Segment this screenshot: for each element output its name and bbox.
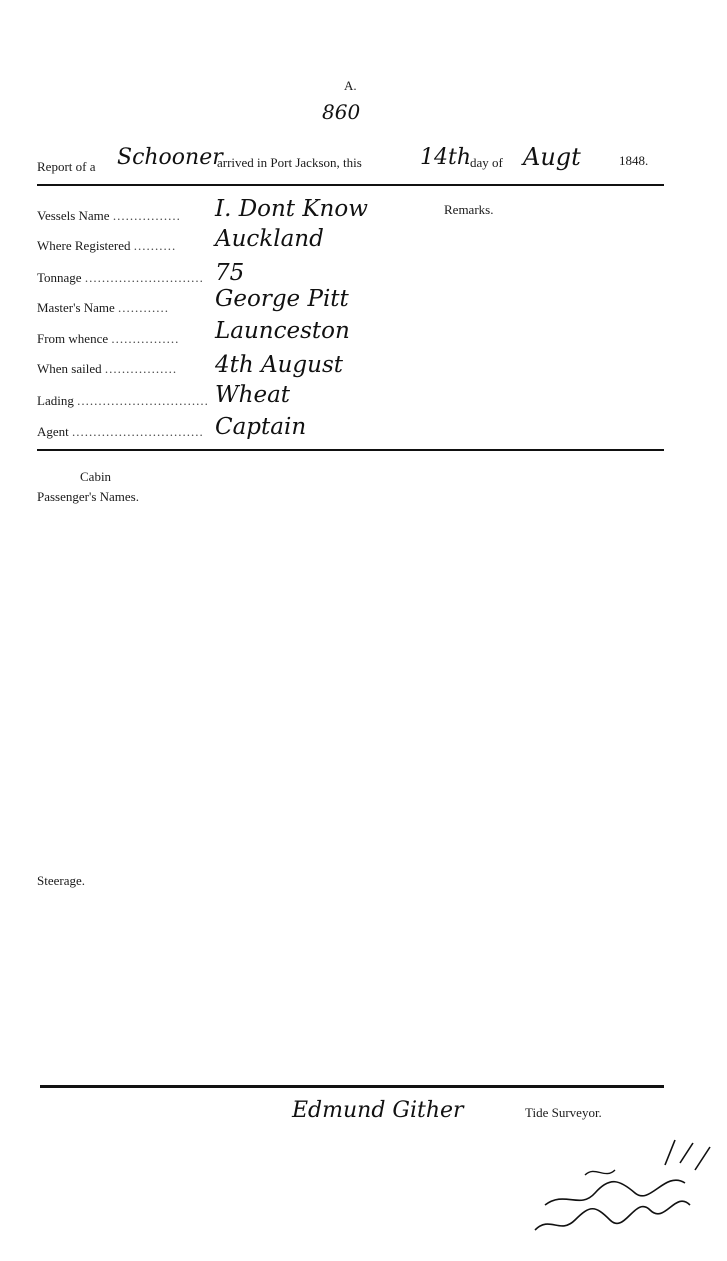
- field-label-tonnage: Tonnage ............................: [37, 270, 204, 285]
- field-label-where-registered: Where Registered ..........: [37, 238, 177, 253]
- footer-rule: [40, 1085, 664, 1088]
- tide-surveyor-label: Tide Surveyor.: [525, 1105, 602, 1120]
- field-label-vessels-name: Vessels Name ................: [37, 208, 181, 223]
- arrival-month: Augt: [523, 143, 581, 171]
- document-number: 860: [322, 100, 361, 124]
- surveyor-signature: Edmund Gither: [292, 1098, 464, 1123]
- field-label-agent: Agent ...............................: [37, 424, 204, 439]
- arrival-year: 1848.: [619, 153, 649, 168]
- report-line: [37, 143, 677, 175]
- form-letter: A.: [344, 78, 357, 93]
- rotated-annotation-scribble: [525, 1135, 720, 1250]
- cabin-heading: Cabin: [80, 469, 112, 484]
- report-prefix: Report of a: [37, 159, 96, 174]
- steerage-label: Steerage.: [37, 873, 86, 888]
- field-label-masters-name: Master's Name ............: [37, 300, 170, 315]
- field-value-tonnage: 75: [215, 260, 245, 286]
- field-value-lading: Wheat: [215, 382, 291, 408]
- field-value-vessels-name: I. Dont Know: [215, 196, 368, 222]
- field-label-lading: Lading ...............................: [37, 393, 209, 408]
- fields-bottom-rule: [37, 449, 664, 451]
- report-middle: arrived in Port Jackson, this: [217, 155, 362, 170]
- field-label-from-whence: From whence ................: [37, 331, 180, 346]
- day-of-label: day of: [470, 155, 503, 170]
- vessel-type: Schooner: [117, 145, 223, 170]
- field-label-when-sailed: When sailed .................: [37, 361, 178, 376]
- field-value-agent: Captain: [215, 414, 307, 440]
- field-value-from-whence: Launceston: [215, 318, 350, 344]
- passengers-names-heading: Passenger's Names.: [37, 489, 139, 504]
- field-value-masters-name: George Pitt: [215, 286, 349, 312]
- arrival-day: 14th: [420, 145, 472, 170]
- top-rule: [37, 184, 664, 186]
- field-value-where-registered: Auckland: [215, 226, 324, 252]
- remarks-label: Remarks.: [444, 202, 494, 217]
- field-value-when-sailed: 4th August: [215, 352, 344, 378]
